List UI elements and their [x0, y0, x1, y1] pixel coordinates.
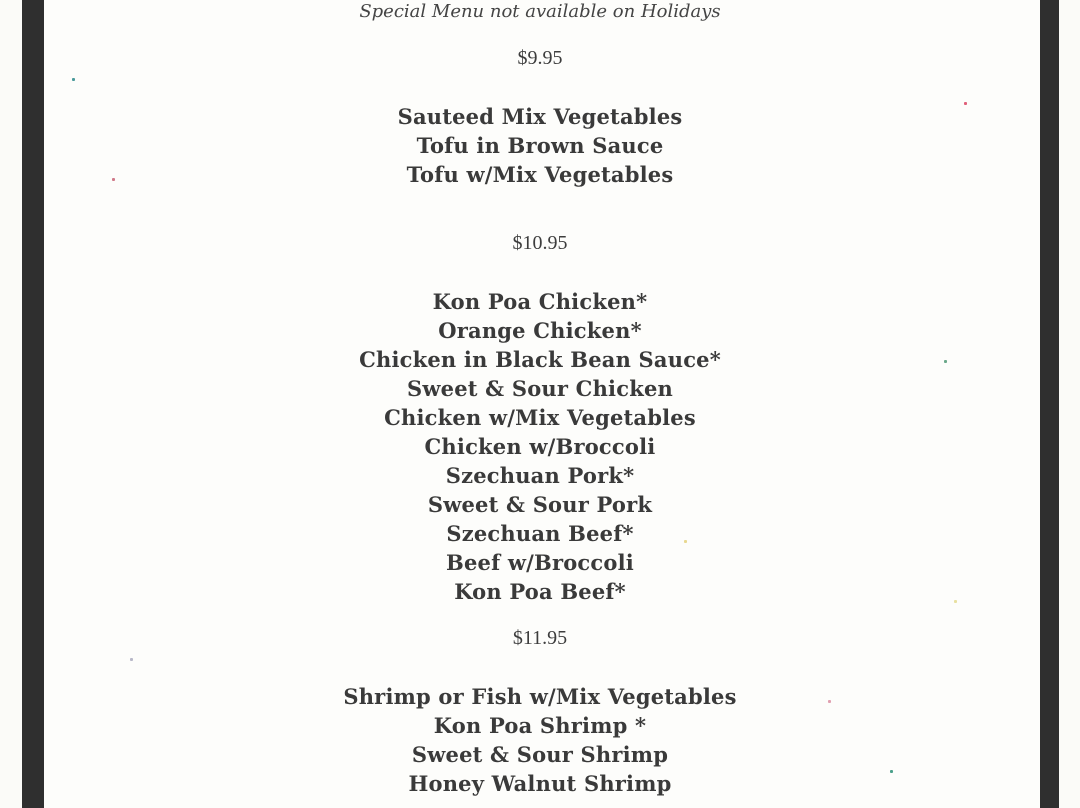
- menu-item: Orange Chicken*: [438, 318, 642, 343]
- price-heading-9-95: $9.95: [517, 47, 563, 69]
- menu-item: Kon Poa Beef*: [454, 579, 626, 604]
- menu-item: Honey Walnut Shrimp: [408, 771, 672, 796]
- menu-item: Szechuan Pork*: [445, 463, 635, 488]
- holiday-notice: Special Menu not available on Holidays: [359, 1, 721, 22]
- menu-item: Sweet & Sour Chicken: [407, 376, 673, 401]
- menu-item: Sweet & Sour Pork: [427, 492, 653, 517]
- menu-item: Chicken w/Mix Vegetables: [384, 405, 696, 430]
- menu-item: Chicken w/Broccoli: [424, 434, 656, 459]
- menu-section-9-95: [0, 102, 1080, 189]
- menu-item: Sauteed Mix Vegetables: [397, 104, 683, 129]
- price-heading-11-95: $11.95: [512, 627, 568, 649]
- menu-section-10-95: [0, 287, 1080, 606]
- menu-item: Tofu in Brown Sauce: [416, 133, 664, 158]
- menu-item: Tofu w/Mix Vegetables: [406, 162, 674, 187]
- paper-speck: [130, 658, 133, 661]
- menu-item: Kon Poa Chicken*: [432, 289, 648, 314]
- menu-item: Kon Poa Shrimp *: [433, 713, 647, 738]
- menu-item: Beef w/Broccoli: [446, 550, 634, 575]
- menu-section-11-95: [0, 682, 1080, 798]
- menu-item: Szechuan Beef*: [446, 521, 634, 546]
- menu-item: Shrimp or Fish w/Mix Vegetables: [343, 684, 737, 709]
- menu-item: Sweet & Sour Shrimp: [411, 742, 669, 767]
- price-heading-10-95: $10.95: [512, 232, 568, 254]
- paper-speck: [72, 78, 75, 81]
- menu-item: Chicken in Black Bean Sauce*: [359, 347, 721, 372]
